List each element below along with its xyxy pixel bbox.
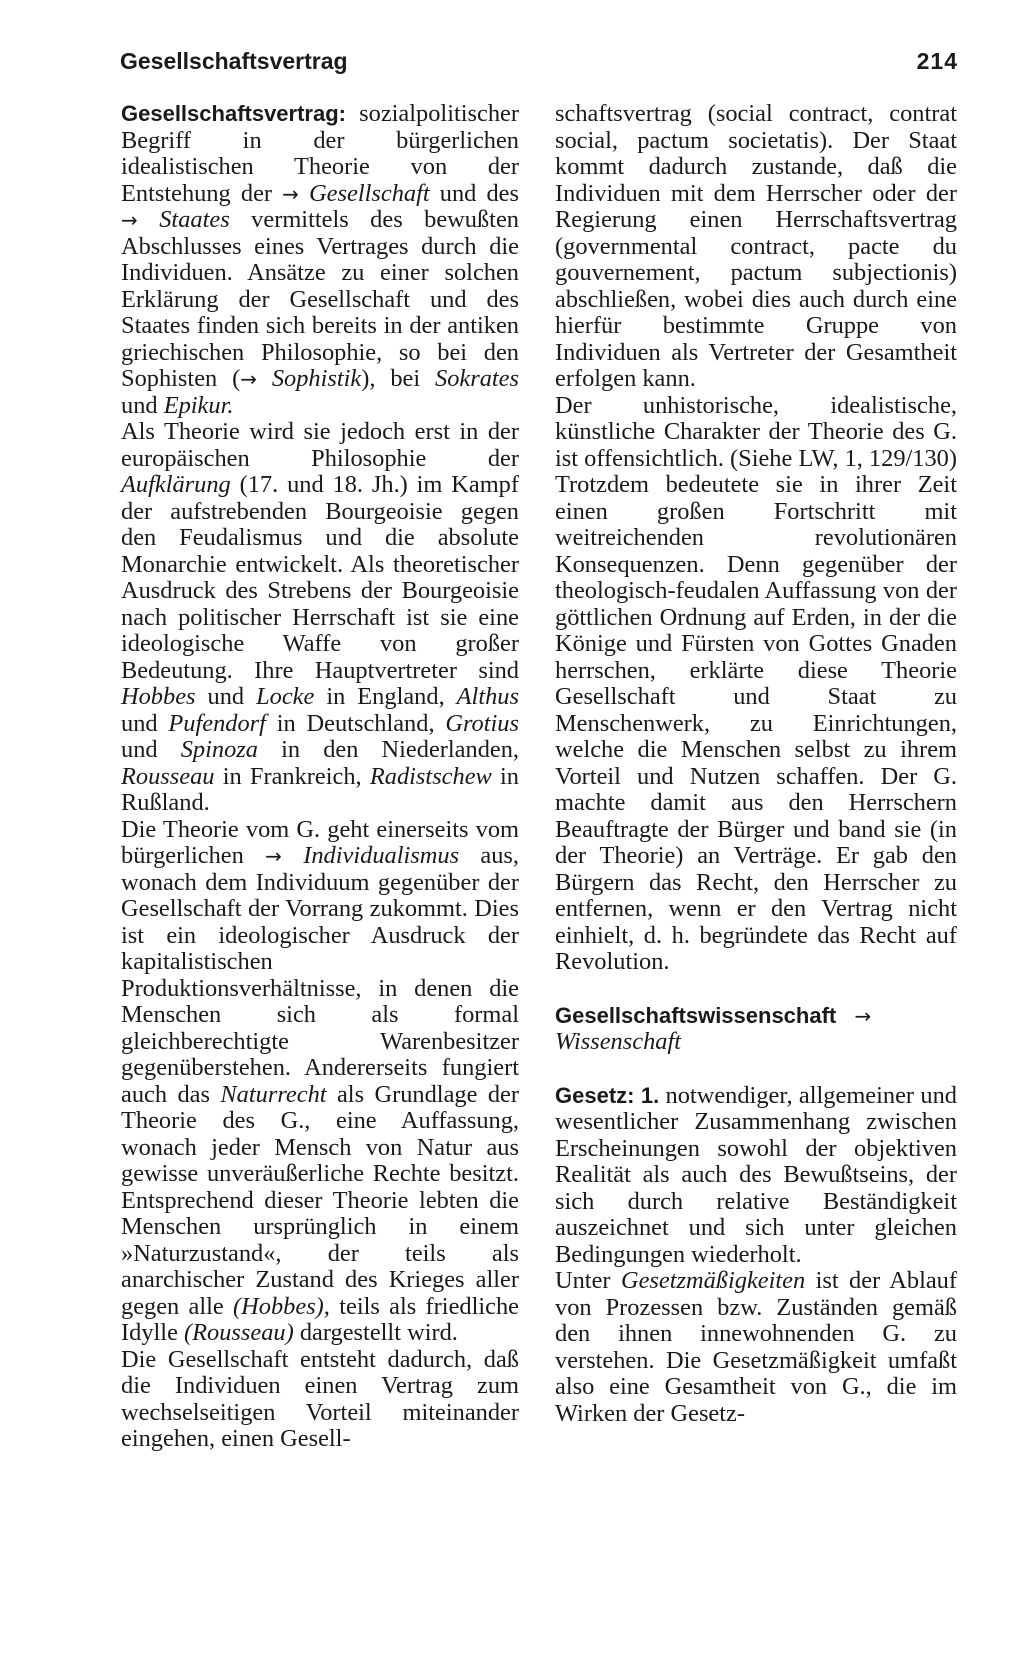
name-sokrates: Sokrates bbox=[435, 365, 519, 392]
paragraph: Gesellschaftsvertrag: sozialpolitischer Begriff in der bürgerlichen idealistischen Theorie von der Entstehung der → Gesellschaft und des → Staates vermittels des bewußten Abschlusses eines Vertrages durch die Individuen. Ansätze zu einer solchen Erklärung der Gesellschaft und des Staates finden sich bereits in der antiken griechischen Philosophie, so bei den Sophisten (→ Sophistik), bei Sokrates und Epikur. bbox=[121, 100, 519, 419]
cross-reference: Wissenschaft bbox=[555, 1028, 682, 1055]
name-rousseau: (Rousseau) bbox=[184, 1319, 294, 1346]
name-pufendorf: Pufendorf bbox=[168, 709, 266, 737]
term-naturrecht: Naturrecht bbox=[220, 1080, 327, 1108]
entry-gesellschaftswissenschaft bbox=[555, 1003, 957, 1056]
name-locke: Locke bbox=[256, 683, 315, 710]
running-header bbox=[120, 48, 958, 88]
running-headword: Gesellschaftsvertrag bbox=[120, 48, 348, 74]
arrow-icon: → bbox=[282, 181, 299, 206]
right-column bbox=[555, 101, 957, 1427]
name-radistschew: Radistschew bbox=[369, 762, 492, 790]
name-spinoza: Spinoza bbox=[180, 736, 258, 763]
paragraph: Die Theorie vom G. geht einerseits vom bürgerlichen → Individualismus aus, wonach dem Individuum gegenüber der Gesellschaft der Vorrang zukommt. Dies ist ein ideologischer Ausdruck der kapitalistischen Produktionsverhältnisse, in denen die Menschen sich als formal gleichberechtigte Warenbesitzer gegenüberstehen. Andererseits fungiert auch das Naturrecht als Grundlage der Theorie des G., eine Auffassung, wonach jeder Mensch von Natur aus gewisse unveräußerliche Rechte besitzt. Entsprechend dieser Theorie lebten die Menschen ursprünglich in einem »Naturzustand«, der teils als anarchischer Zustand des Krieges aller gegen alle (Hobbes), teils als friedliche Idylle (Rousseau) dargestellt wird. bbox=[121, 815, 519, 1346]
paragraph: schaftsvertrag (social contract, contrat social, pactum societatis). Der Staat kommt dadurch zustande, daß die Individuen mit dem Herrscher oder der Regierung einen Herrschaftsvertrag (governmental contract, pacte du gouvernement, pactum subjectionis) abschließen, wobei dies auch durch eine hierfür bestimmte Gruppe von Individuen als Vertreter der Gesamtheit erfolgen kann. bbox=[555, 100, 957, 392]
name-althus: Althus bbox=[456, 683, 519, 710]
cross-reference: Individualismus bbox=[303, 842, 460, 869]
term-aufklaerung: Aufklärung bbox=[121, 471, 231, 498]
left-column bbox=[121, 101, 519, 1453]
name-hobbes: Hobbes bbox=[121, 683, 196, 710]
paragraph: Die Gesellschaft entsteht dadurch, daß die Individuen einen Vertrag zum wechselseitigen Vorteil miteinander eingehen, einen Gesell- bbox=[121, 1345, 519, 1452]
arrow-icon: → bbox=[240, 367, 257, 391]
entry-lemma: Gesetz: 1. bbox=[555, 1082, 660, 1108]
entry-lemma: Gesellschaftsvertrag: bbox=[121, 101, 346, 126]
arrow-icon: → bbox=[121, 208, 138, 232]
cross-reference: Staates bbox=[159, 206, 230, 233]
name-hobbes: (Hobbes), bbox=[233, 1292, 330, 1320]
paragraph: Der unhistorische, idealistische, künstliche Charakter der Theorie des G. ist offensichtlich. (Siehe LW, 1, 129/130) Trotzdem bedeutete sie in ihrer Zeit einen großen Fortschritt mit weitreichenden revolutionären Konsequenzen. Denn gegenüber der theologisch-feudalen Auffassung von der göttlichen Ordnung auf Erden, in der die Könige und Fürsten von Gottes Gnaden herrschen, erklärte diese Theorie Gesellschaft und Staat zu Menschenwerk, zu Einrichtungen, welche die Menschen selbst zu ihrem Vorteil und Nutzen schaffen. Der G. machte damit aus den Herrschern Beauftragte der Bürger und band sie (in der Theorie) an Verträge. Er gab den Bürgern das Recht, den Herrscher zu entfernen, wenn er den Vertrag nicht einhielt, d. h. begründete das Recht auf Revolution. bbox=[555, 391, 957, 975]
entry-lemma: Gesellschaftswissenschaft bbox=[555, 1002, 837, 1028]
paragraph: Unter Gesetzmäßigkeiten ist der Ablauf von Prozessen bzw. Zuständen gemäß den ihnen innewohnenden G. zu verstehen. Die Gesetzmäßigkeit umfaßt also eine Gesamtheit von G., die im Wirken der Gesetz- bbox=[555, 1267, 957, 1427]
term-gesetzmaessigkeiten: Gesetzmäßigkeiten bbox=[620, 1267, 806, 1294]
arrow-icon: → bbox=[265, 844, 282, 868]
page-number: 214 bbox=[916, 48, 958, 74]
name-grotius: Grotius bbox=[445, 709, 519, 737]
name-rousseau: Rousseau bbox=[121, 762, 215, 790]
cross-reference: Sophistik bbox=[271, 365, 362, 392]
name-epikur: Epikur. bbox=[163, 391, 234, 419]
paragraph: Gesetz: 1. notwendiger, allgemeiner und wesentlicher Zusammenhang zwischen Erscheinungen sowohl der objektiven Realität als auch des Bewußtseins, der sich durch relative Beständigkeit auszeichnet und sich unter gleichen Bedingungen wiederholt. bbox=[555, 1081, 957, 1268]
arrow-icon: → bbox=[854, 1003, 872, 1028]
paragraph: Als Theorie wird sie jedoch erst in der europäischen Philosophie der Aufklärung (17. und 18. Jh.) im Kampf der aufstrebenden Bourgeoisie gegen den Feudalismus und die absolute Monarchie entwickelt. Als theoretischer Ausdruck des Strebens der Bourgeoisie nach politischer Herrschaft ist sie eine ideologische Waffe von großer Bedeutung. Ihre Hauptvertreter sind Hobbes und Locke in England, Althus und Pufendorf in Deutschland, Grotius und Spinoza in den Niederlanden, Rousseau in Frankreich, Radistschew in Rußland. bbox=[121, 418, 520, 816]
cross-reference: Gesellschaft bbox=[309, 179, 430, 207]
